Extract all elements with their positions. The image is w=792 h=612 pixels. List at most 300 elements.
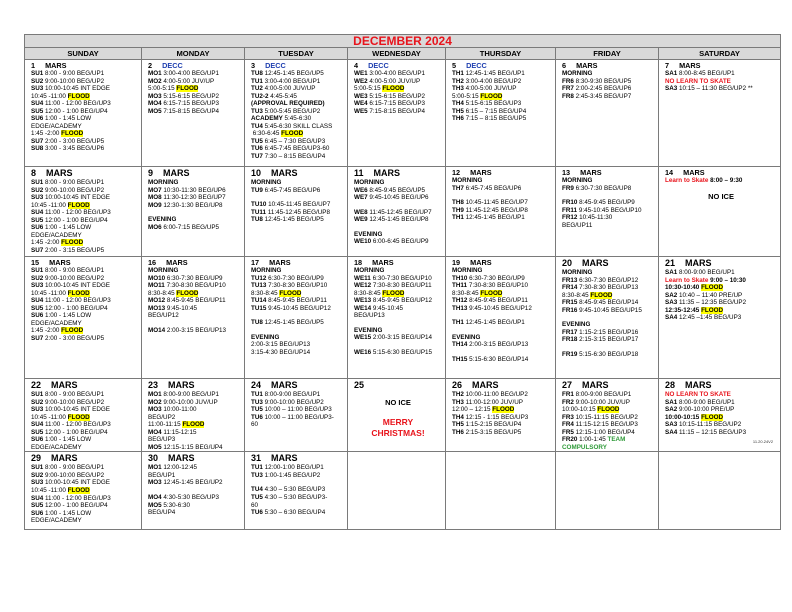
spacer bbox=[354, 320, 442, 327]
session-text: 9:45-10:45 BEG/UP12 bbox=[469, 304, 532, 312]
location-label: MARS bbox=[269, 258, 291, 267]
schedule-line bbox=[31, 267, 138, 275]
schedule-line bbox=[562, 436, 655, 444]
location-label: MARS bbox=[685, 258, 712, 268]
session-text: 2:00 - 3:00 BEG/UP5 bbox=[45, 137, 105, 145]
schedule-line bbox=[562, 93, 655, 101]
day-number: 26 bbox=[452, 380, 463, 390]
schedule-line bbox=[31, 444, 138, 452]
session-code: TU4 bbox=[251, 122, 265, 130]
schedule-line bbox=[354, 70, 442, 78]
session-text: 8:45-9:45 BEG/UP14 bbox=[579, 299, 639, 307]
schedule-line bbox=[31, 123, 138, 131]
session-code: WE10 bbox=[354, 238, 373, 246]
session-code: TH13 bbox=[452, 304, 470, 312]
day-cell bbox=[659, 60, 781, 167]
schedule-line bbox=[148, 494, 241, 502]
session-text: 11:00 - 12:00 BEG/UP3 bbox=[45, 209, 111, 217]
empty-day-cell bbox=[348, 452, 446, 530]
session-text: 10:15-11:15 BEG/UP2 bbox=[575, 413, 638, 421]
schedule-line bbox=[562, 177, 655, 185]
session-text: 8:30-8:45 bbox=[148, 289, 177, 297]
schedule-line bbox=[665, 307, 777, 315]
day-number: 8 bbox=[31, 168, 37, 178]
session-code: FR12 bbox=[562, 214, 580, 222]
session-text: 8:45-9:45 BEG/UP11 bbox=[469, 297, 528, 305]
session-code: SU4 bbox=[31, 100, 45, 108]
schedule-line bbox=[354, 78, 442, 86]
session-code: TH5 bbox=[452, 421, 466, 429]
session-code: MORNING bbox=[562, 177, 593, 184]
schedule-line bbox=[562, 421, 655, 429]
session-code: TU8 bbox=[251, 70, 265, 77]
schedule-line bbox=[251, 70, 344, 78]
session-text: 10:00 – 11:00 BEG/UP3- bbox=[264, 413, 334, 421]
location-label: MARS bbox=[46, 168, 73, 178]
flood-badge: FLOOD bbox=[61, 130, 84, 138]
schedule-line bbox=[452, 406, 552, 414]
session-code: SU4 bbox=[31, 494, 45, 502]
session-code: TH14 bbox=[452, 341, 470, 349]
flood-badge: FLOOD bbox=[176, 85, 199, 93]
schedule-line bbox=[251, 153, 344, 161]
session-code: SU3 bbox=[31, 479, 45, 487]
session-text: 8:45-9:45 BEG/UP12 bbox=[372, 297, 433, 305]
schedule-line bbox=[148, 305, 241, 313]
schedule-line bbox=[31, 224, 138, 232]
session-code: MO5 bbox=[148, 501, 164, 509]
day-header bbox=[31, 61, 138, 70]
schedule-line bbox=[31, 391, 138, 399]
session-code: WE1 bbox=[354, 70, 370, 77]
session-code: MO10 bbox=[148, 274, 167, 282]
session-code: MO4 bbox=[148, 494, 164, 502]
session-text: 12:45-1:45 BEG/UP5 bbox=[264, 319, 324, 327]
location-label: MARS bbox=[472, 380, 499, 390]
session-text: 12:00 – 12:15 bbox=[452, 406, 493, 414]
schedule-line bbox=[148, 399, 241, 407]
location-label: MARS bbox=[576, 61, 598, 70]
schedule-line bbox=[31, 93, 138, 101]
session-text: 6:45-7:45 BEG/UP6 bbox=[264, 186, 321, 194]
schedule-line bbox=[31, 464, 138, 472]
day-cell bbox=[142, 60, 245, 167]
day-number: 31 bbox=[251, 453, 262, 464]
session-code: FR16 bbox=[562, 306, 580, 314]
session-code: EVENING bbox=[148, 216, 177, 224]
day-number: 24 bbox=[251, 380, 262, 390]
location-label: DECC bbox=[265, 61, 286, 70]
day-header bbox=[148, 168, 241, 179]
session-code: ACADEMY bbox=[251, 115, 285, 123]
session-code: SU5 bbox=[31, 428, 45, 436]
session-text: 2:15-3:15 BEG/UP5 bbox=[465, 428, 522, 436]
schedule-line bbox=[562, 299, 655, 307]
schedule-line bbox=[562, 292, 655, 300]
session-text: 12:45-1:45 BEG/UP2 bbox=[163, 479, 223, 487]
session-text: 5:15-6:15 BEG/UP2 bbox=[369, 92, 426, 100]
schedule-line bbox=[31, 436, 138, 444]
session-text: 2:00 - 3:15 BEG/UP5 bbox=[45, 246, 105, 254]
session-code: SU1 bbox=[31, 179, 45, 186]
schedule-line bbox=[452, 341, 552, 349]
session-text: 6:15 – 7:15 BEG/UP4 bbox=[465, 107, 527, 115]
schedule-line bbox=[148, 479, 241, 487]
day-number: 1 bbox=[31, 61, 36, 70]
schedule-line bbox=[452, 334, 552, 342]
session-text: 7:30 – 8:15 BEG/UP4 bbox=[264, 153, 326, 161]
schedule-line bbox=[354, 312, 442, 320]
session-code: MO1 bbox=[148, 391, 164, 398]
schedule-line bbox=[452, 305, 552, 313]
day-number: 9 bbox=[148, 168, 154, 178]
schedule-line bbox=[31, 510, 138, 518]
session-code: TU8 bbox=[251, 319, 265, 327]
schedule-line bbox=[665, 391, 777, 399]
schedule-line bbox=[452, 108, 552, 116]
session-code: FR7 bbox=[562, 85, 576, 93]
schedule-line bbox=[31, 495, 138, 503]
day-cell bbox=[659, 257, 781, 379]
session-text: 1:00 - 1:45 LOW bbox=[45, 115, 92, 123]
session-code: TU10 bbox=[251, 201, 269, 209]
location-label: MARS bbox=[582, 380, 609, 390]
session-code: WE13 bbox=[354, 297, 373, 305]
location-label: MARS bbox=[168, 380, 195, 390]
schedule-line bbox=[251, 123, 344, 131]
day-number: 18 bbox=[354, 258, 363, 267]
session-text: 6:30-6:45 bbox=[251, 130, 282, 138]
day-header bbox=[31, 168, 138, 179]
schedule-line bbox=[665, 406, 777, 414]
schedule-line bbox=[665, 399, 777, 407]
session-text: 2:00 - 3:00 BEG/UP5 bbox=[45, 334, 105, 342]
session-code: TU11 bbox=[251, 208, 268, 216]
day-header bbox=[452, 61, 552, 70]
session-code: FR11 bbox=[562, 206, 579, 214]
schedule-line bbox=[452, 177, 552, 185]
location-label: MARS bbox=[163, 168, 190, 178]
session-text: 5:15-6:15 BEG/UP2 bbox=[163, 92, 220, 100]
day-cell bbox=[245, 452, 348, 530]
schedule-line bbox=[148, 327, 241, 335]
session-text: 6:15-7:15 BEG/UP3 bbox=[369, 100, 426, 108]
session-text: EDGE/ACADEMY bbox=[31, 319, 82, 327]
session-code: SU3 bbox=[31, 85, 45, 93]
schedule-line bbox=[452, 70, 552, 78]
session-code: TU5 bbox=[251, 406, 265, 414]
session-text: 60 bbox=[251, 421, 259, 429]
session-text: 10:00-10:45 INT EDGE bbox=[45, 194, 110, 202]
schedule-line bbox=[562, 284, 655, 292]
session-text: 5:15-6:30 BEG/UP15 bbox=[372, 348, 433, 356]
session-text: 8:45-9:45 BEG/UP11 bbox=[166, 297, 226, 305]
session-code: TH2 bbox=[452, 391, 466, 398]
session-code: MORNING bbox=[148, 179, 179, 186]
session-code: SA4 bbox=[665, 428, 679, 436]
location-label: DECC bbox=[162, 61, 183, 70]
session-code: TH6 bbox=[452, 428, 466, 436]
day-number: 25 bbox=[354, 380, 365, 390]
session-text: 4:00-5:00 JUV/UP bbox=[369, 77, 421, 85]
schedule-line bbox=[31, 305, 138, 313]
session-code: SU5 bbox=[31, 216, 45, 224]
flood-badge: FLOOD bbox=[701, 284, 724, 292]
session-code: TH3 bbox=[452, 85, 466, 93]
schedule-line bbox=[251, 282, 344, 290]
location-label: MARS bbox=[166, 258, 188, 267]
session-code: SA4 bbox=[665, 314, 679, 322]
spacer bbox=[452, 327, 552, 334]
session-text: 10:00-10:45 INT EDGE bbox=[45, 282, 110, 290]
session-code: MO3 bbox=[148, 92, 164, 100]
session-text: EDGE/ACADEMY bbox=[31, 517, 82, 525]
session-code: MO13 bbox=[148, 304, 167, 312]
day-header-wednesday: WEDNESDAY bbox=[348, 48, 446, 60]
schedule-line bbox=[452, 399, 552, 407]
schedule-line bbox=[31, 209, 138, 217]
session-text: 9:00-10:00 JUV/UP bbox=[575, 398, 630, 406]
day-header-monday: MONDAY bbox=[142, 48, 245, 60]
schedule-line bbox=[452, 421, 552, 429]
schedule-line bbox=[31, 406, 138, 414]
session-code: MO7 bbox=[148, 186, 164, 194]
session-code: FR8 bbox=[562, 92, 576, 100]
session-text: 7:30-8:30 BEG/UP10 bbox=[268, 282, 328, 290]
session-text: 5:45-6:30 bbox=[284, 115, 312, 123]
day-header bbox=[31, 258, 138, 267]
session-code: SU8 bbox=[31, 145, 45, 153]
day-header bbox=[354, 380, 442, 391]
session-text: 12:00 - 1:00 BEG/UP4 bbox=[45, 107, 108, 115]
schedule-line bbox=[562, 78, 655, 86]
schedule-line bbox=[31, 78, 138, 86]
schedule-line bbox=[562, 351, 655, 359]
schedule-line bbox=[562, 336, 655, 344]
session-text: 4:00-5:00 JUV/UP bbox=[163, 77, 215, 85]
schedule-line bbox=[31, 335, 138, 343]
session-text: 9:45-10:45 BEG/UP12 bbox=[268, 304, 331, 312]
schedule-line bbox=[148, 297, 241, 305]
session-code: TH5 bbox=[452, 107, 466, 115]
schedule-line bbox=[251, 78, 344, 86]
session-text: 5:00-5:15 bbox=[452, 92, 481, 100]
schedule-line bbox=[354, 209, 442, 217]
session-text: 2:00-3:15 BEG/UP13 bbox=[251, 341, 311, 349]
schedule-line bbox=[354, 231, 442, 239]
day-header-tuesday: TUESDAY bbox=[245, 48, 348, 60]
week-row bbox=[25, 60, 781, 167]
session-text: 4:00-5:00 JUV/UP bbox=[264, 85, 316, 93]
session-code: TU2 bbox=[251, 85, 265, 93]
flood-badge: FLOOD bbox=[701, 306, 724, 314]
session-text: 3:00-4:00 BEG/UP1 bbox=[163, 70, 220, 77]
location-label: DECC bbox=[368, 61, 389, 70]
flood-badge: FLOOD bbox=[279, 289, 302, 297]
session-text: 3:00 - 3:45 BEG/UP6 bbox=[45, 145, 105, 153]
session-text: 7:30-8:30 BEG/UP13 bbox=[579, 284, 639, 292]
day-cell bbox=[446, 257, 556, 379]
session-code: MO2 bbox=[148, 77, 164, 85]
session-text: 5:45-6:30 SKILL CLASS bbox=[264, 122, 333, 130]
schedule-line bbox=[148, 509, 241, 517]
schedule-line bbox=[31, 502, 138, 510]
session-text: 4:45-5:45 bbox=[270, 92, 297, 100]
schedule-line bbox=[251, 319, 344, 327]
session-text: 10:00-11:00 BEG/UP2 bbox=[465, 391, 528, 398]
session-code: MO5 bbox=[148, 443, 164, 451]
day-number: 17 bbox=[251, 258, 260, 267]
session-text: 12:45-1:45 BEG/UP1 bbox=[465, 319, 525, 327]
day-header-friday: FRIDAY bbox=[556, 48, 659, 60]
location-label: MARS bbox=[683, 168, 705, 177]
session-code: FR15 bbox=[562, 299, 580, 307]
session-text: 8:00-9:00 BEG/UP1 bbox=[575, 391, 632, 398]
session-code: FR18 bbox=[562, 336, 580, 344]
session-text: 6:30-7:30 BEG/UP12 bbox=[579, 276, 639, 284]
day-cell bbox=[25, 60, 142, 167]
session-code: TH1 bbox=[452, 319, 466, 327]
day-header bbox=[354, 258, 442, 267]
session-text: 10:40 – 11:40 PRE/UP bbox=[679, 291, 743, 299]
day-cell bbox=[25, 379, 142, 452]
spacer bbox=[251, 479, 344, 486]
location-label: MARS bbox=[685, 380, 712, 390]
session-code: FR10 bbox=[562, 199, 580, 207]
session-code: SU2 bbox=[31, 77, 45, 85]
schedule-line bbox=[148, 93, 241, 101]
session-code: FR5 bbox=[562, 428, 576, 436]
session-text: 12:45-1:45 BEG/UP1 bbox=[465, 214, 525, 222]
location-label: MARS bbox=[470, 258, 492, 267]
schedule-line bbox=[31, 421, 138, 429]
session-code: SU3 bbox=[31, 406, 45, 414]
schedule-line bbox=[251, 145, 344, 153]
schedule-line bbox=[31, 115, 138, 123]
spacer bbox=[148, 487, 241, 494]
session-text: 10:45 -11:00 bbox=[31, 487, 68, 495]
schedule-line bbox=[148, 70, 241, 78]
session-text: 5:00-5:15 bbox=[148, 85, 177, 93]
schedule-line bbox=[562, 307, 655, 315]
session-code: MORNING bbox=[562, 70, 593, 77]
session-text: 12:15 - 1:15 BEG/UP3 bbox=[465, 413, 529, 421]
schedule-line bbox=[452, 100, 552, 108]
schedule-line bbox=[452, 275, 552, 283]
schedule-line bbox=[562, 399, 655, 407]
session-code: FR19 bbox=[562, 350, 580, 358]
flood-badge: FLOOD bbox=[61, 327, 84, 335]
schedule-line bbox=[31, 187, 138, 195]
schedule-line bbox=[562, 199, 655, 207]
session-code: 10:00-10:15 bbox=[665, 413, 702, 421]
schedule-line bbox=[148, 78, 241, 86]
schedule-line bbox=[31, 217, 138, 225]
session-code: SU1 bbox=[31, 391, 45, 398]
session-text: 12:15-1:15 BEG/UP4 bbox=[163, 443, 223, 451]
schedule-line bbox=[31, 247, 138, 255]
session-code: MORNING bbox=[452, 267, 483, 274]
location-label: MARS bbox=[580, 168, 602, 177]
session-text: 9:00-10:00 BEG/UP2 bbox=[45, 471, 105, 479]
spacer bbox=[562, 344, 655, 351]
schedule-line bbox=[354, 216, 442, 224]
session-code: TU1 bbox=[251, 77, 265, 85]
schedule-line bbox=[452, 185, 552, 193]
location-label: MARS bbox=[45, 61, 67, 70]
session-text: 60 bbox=[251, 501, 259, 509]
session-text: 10:00 – 11:00 BEG/UP3 bbox=[264, 406, 332, 414]
schedule-line bbox=[665, 414, 777, 422]
schedule-line bbox=[31, 85, 138, 93]
spacer bbox=[251, 194, 344, 201]
session-text: 6:30-7:30 BEG/UP9 bbox=[268, 274, 324, 282]
location-label: DECC bbox=[466, 61, 487, 70]
schedule-line bbox=[251, 290, 344, 298]
schedule-line bbox=[251, 179, 344, 187]
session-code: MO6 bbox=[148, 223, 164, 231]
session-code: 12:35-12:45 bbox=[665, 306, 702, 314]
day-cell bbox=[142, 257, 245, 379]
session-text: BEG/UP1 bbox=[148, 471, 176, 479]
day-number: 29 bbox=[31, 453, 42, 464]
schedule-line bbox=[251, 502, 344, 510]
session-text: 6:30-7:30 BEG/UP9 bbox=[166, 274, 223, 282]
schedule-line bbox=[562, 269, 655, 277]
day-cell bbox=[348, 167, 446, 257]
session-text: 8:45-9:45 BEG/UP5 bbox=[369, 186, 426, 194]
spacer bbox=[251, 327, 344, 334]
session-code: TU8 bbox=[251, 216, 265, 224]
empty-day-cell bbox=[659, 452, 781, 530]
schedule-line bbox=[148, 187, 241, 195]
flood-badge: FLOOD bbox=[382, 289, 405, 297]
session-code: TH15 bbox=[452, 355, 470, 363]
schedule-line bbox=[452, 267, 552, 275]
day-number: 13 bbox=[562, 168, 571, 177]
day-header bbox=[251, 61, 344, 70]
session-text: 12:45-1:45 BEG/UP8 bbox=[369, 216, 429, 224]
session-code: MORNING bbox=[354, 179, 385, 186]
day-cell bbox=[556, 379, 659, 452]
session-code: SU6 bbox=[31, 436, 45, 444]
session-text: 9:45-10:45 bbox=[166, 304, 198, 312]
schedule-line bbox=[251, 349, 344, 357]
schedule-line bbox=[452, 319, 552, 327]
schedule-line bbox=[31, 239, 138, 247]
session-text: 11:35 – 12:35 BEG/UP2 bbox=[679, 299, 747, 307]
schedule-line bbox=[148, 282, 241, 290]
spacer bbox=[562, 192, 655, 199]
schedule-line bbox=[148, 179, 241, 187]
session-code: TU5 bbox=[251, 494, 265, 502]
session-code: WE7 bbox=[354, 194, 370, 202]
session-text: 5:30 – 6:30 BEG/UP4 bbox=[264, 509, 326, 517]
schedule-line bbox=[562, 444, 655, 452]
location-label: MARS bbox=[582, 258, 609, 268]
session-code: MO1 bbox=[148, 464, 164, 472]
day-header bbox=[452, 168, 552, 177]
flood-badge: FLOOD bbox=[67, 487, 90, 495]
session-code: SU2 bbox=[31, 186, 45, 194]
schedule-line bbox=[354, 282, 442, 290]
session-text: 10:00-11:00 bbox=[163, 406, 197, 414]
session-text: 2:00-3:15 BEG/UP13 bbox=[469, 341, 529, 349]
schedule-line bbox=[251, 108, 344, 116]
schedule-line bbox=[148, 444, 241, 452]
day-header-saturday: SATURDAY bbox=[659, 48, 781, 60]
session-code: WE3 bbox=[354, 92, 370, 100]
